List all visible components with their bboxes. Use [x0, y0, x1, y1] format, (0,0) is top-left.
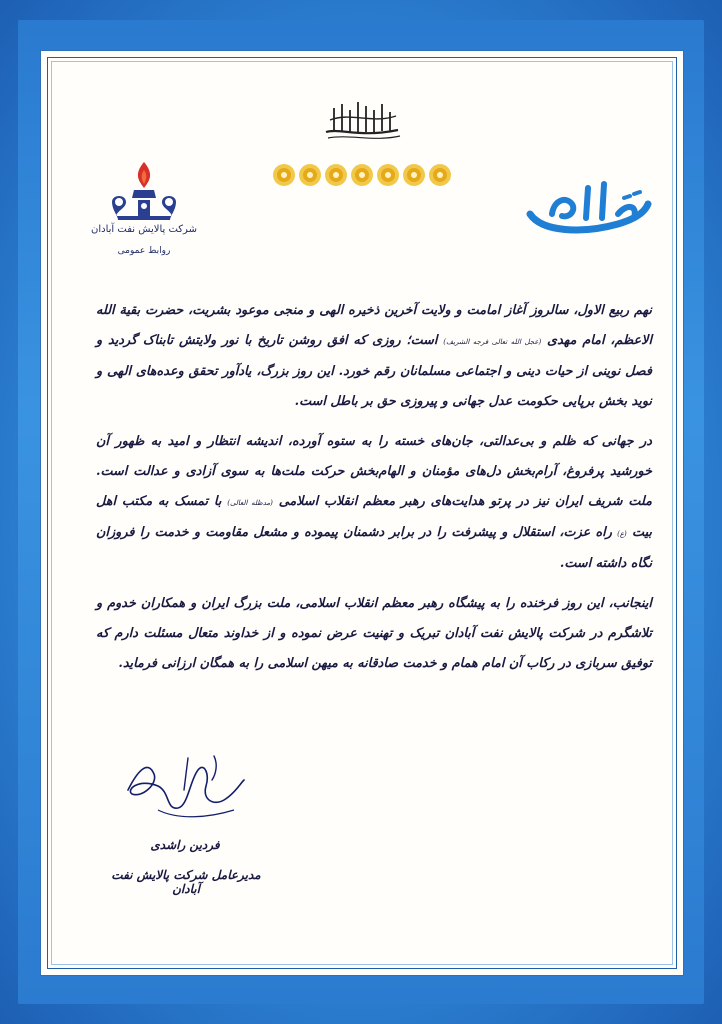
- paragraph-3: اینجانب، این روز فرخنده را به پیشگاه رهبر معظم انقلاب اسلامی، ملت بزرگ ایران و همکاران خدوم و تلاشگرم در شرکت پالایش نفت آبادان تبریک و تهنیت عرض نموده و از خداوند متعال مسئلت دارم که توفیق سربازی در رکاب آن امام همام و خدمت صادقانه به میهن اسلامی را به همگان ارزانی فرماید.: [96, 596, 652, 671]
- bismillah-calligraphy: [320, 98, 404, 142]
- paragraph-2: در جهانی که ظلم و بی‌عدالتی، جان‌های خسته را به ستوه آورده، اندیشه انتظار و امید به ظهور آن خورشید پرفروغ، آرام‌بخش دل‌های مؤمنان و الهام‌بخش حرکت ملت‌ها به سوی آزادی و عدالت است. ملت شریف ایران نیز در پرتو هدایت‌های رهبر معظم انقلاب اسلامی (مدظله العالی) با تمسک به مکتب اهل بیت (ع) راه عزت، استقلال و پیشرفت را در برابر دشمنان پیموده و مشعل مقاومت و خدمت را فروزان نگاه داشته است.: [96, 434, 652, 571]
- letter-body: [96, 296, 652, 689]
- honorific-note: (ع): [617, 530, 627, 538]
- flower-icon: [272, 163, 296, 187]
- flower-icon: [402, 163, 426, 187]
- flower-icon: [376, 163, 400, 187]
- flower-icon: [298, 163, 322, 187]
- paragraph-1: نهم ربیع الاول، سالروز آغاز امامت و ولایت آخرین ذخیره الهی و منجی موعود بشریت، حضرت بقیة الله الاعظم، امام مهدی (عجل الله تعالی فرجه الشریف) است؛ روزی که افق روشن تاریخ با نور ولایتش تابناک گردید و فصل نوینی از حیات دینی و اجتماعی مسلمانان رقم خورد. این روز بزرگ، یادآور تحقق وعده‌های الهی و نوید بخش برپایی حکومت عدل جهانی و پیروزی حق بر باطل است.: [96, 303, 653, 409]
- flower-ornament-row: [272, 163, 452, 187]
- logo-subcaption: روابط عمومی: [117, 246, 171, 256]
- signer-name: فردین راشدی: [150, 838, 220, 852]
- honorific-note: (مدظله العالی): [227, 499, 273, 507]
- honorific-note: (عجل الله تعالی فرجه الشریف): [443, 338, 542, 346]
- flower-icon: [350, 163, 374, 187]
- signer-title: مدیرعامل شرکت پالایش نفت آبادان: [111, 868, 261, 896]
- flower-icon: [428, 163, 452, 187]
- ya-mahdi-calligraphy: [522, 174, 652, 236]
- flower-icon: [324, 163, 348, 187]
- logo-caption: شرکت پالایش نفت آبادان: [91, 224, 197, 235]
- handwritten-signature: [118, 750, 248, 830]
